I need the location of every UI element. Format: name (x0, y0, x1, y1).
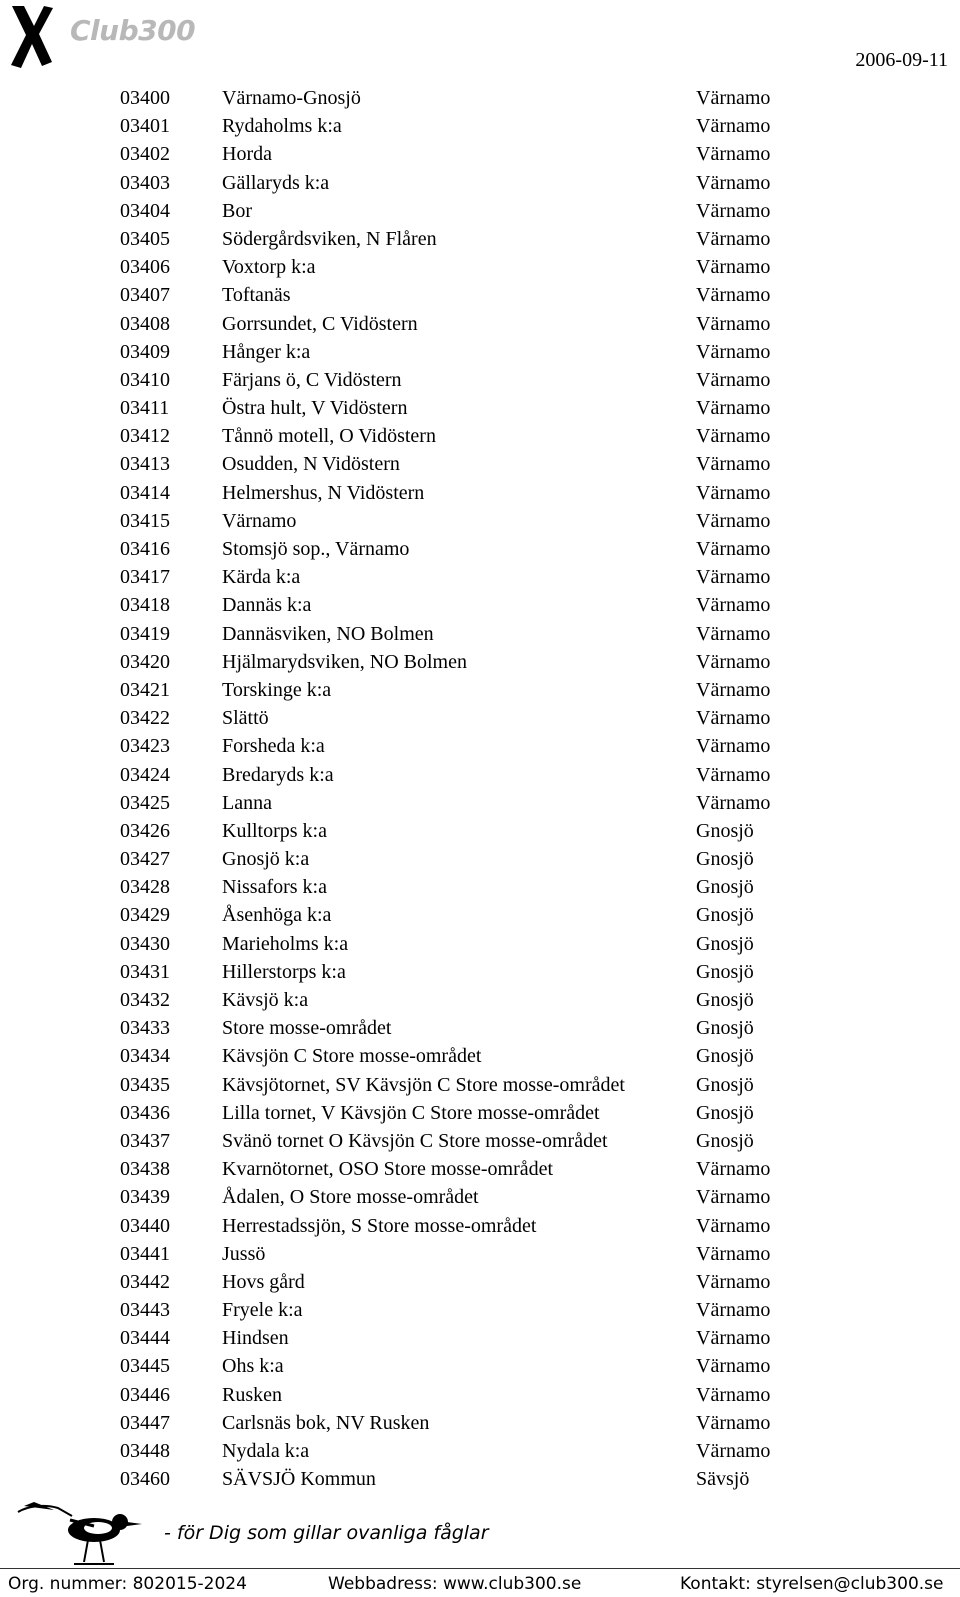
site-code: 03427 (120, 848, 170, 871)
table-row (120, 1183, 846, 1211)
site-code: 03439 (120, 1186, 170, 1209)
site-name: Färjans ö, C Vidöstern (222, 368, 402, 391)
footer-web-address[interactable]: Webbadress: www.club300.se (328, 1574, 582, 1594)
site-code: 03403 (120, 171, 170, 194)
table-row (120, 1352, 846, 1380)
site-code: 03430 (120, 932, 170, 955)
site-municipality: Värnamo (696, 566, 771, 589)
site-code: 03419 (120, 622, 170, 645)
site-code: 03436 (120, 1101, 170, 1124)
site-code: 03429 (120, 904, 170, 927)
site-name: Värnamo-Gnosjö (222, 87, 361, 109)
site-municipality: Värnamo (696, 143, 771, 166)
site-name: Kvarnötornet, OSO Store mosse-området (222, 1158, 554, 1181)
site-municipality: Gnosjö (696, 904, 754, 927)
site-municipality: Värnamo (696, 1355, 771, 1378)
site-code: 03433 (120, 1017, 170, 1040)
table-row (120, 873, 846, 901)
site-code: 03401 (120, 115, 170, 138)
site-code: 03412 (120, 425, 170, 448)
table-row (120, 140, 846, 168)
table-row (120, 1014, 846, 1042)
site-name: Dannäs k:a (222, 594, 312, 617)
site-name: Rusken (222, 1383, 282, 1406)
site-municipality: Gnosjö (696, 989, 754, 1011)
site-name: Ådalen, O Store mosse-området (222, 1186, 479, 1209)
footer (0, 1574, 960, 1596)
site-code: 03444 (120, 1327, 170, 1350)
site-code: 03460 (120, 1468, 170, 1491)
table-row (120, 620, 846, 648)
site-municipality: Värnamo (696, 284, 771, 307)
table-row (120, 1437, 846, 1465)
site-municipality: Gnosjö (696, 876, 754, 899)
site-name: Lilla tornet, V Kävsjön C Store mosse-området (222, 1101, 600, 1124)
site-code: 03415 (120, 509, 170, 532)
site-municipality: Värnamo (696, 1186, 771, 1209)
site-municipality: Värnamo (696, 453, 771, 476)
site-code: 03408 (120, 312, 170, 335)
table-row (120, 535, 846, 563)
site-name: Hjälmarydsviken, NO Bolmen (222, 650, 467, 673)
site-code: 03410 (120, 368, 170, 391)
site-name: Marieholms k:a (222, 932, 349, 955)
site-code: 03431 (120, 960, 170, 983)
site-name: Herrestadssjön, S Store mosse-området (222, 1214, 537, 1237)
site-municipality: Värnamo (696, 622, 771, 645)
site-name: Rydaholms k:a (222, 115, 342, 138)
site-municipality: Värnamo (696, 227, 771, 250)
site-name: Kävsjötornet, SV Kävsjön C Store mosse-området (222, 1073, 625, 1096)
site-code: 03411 (120, 397, 170, 420)
site-municipality: Värnamo (696, 87, 771, 109)
site-name: Toftanäs (222, 284, 291, 307)
site-municipality: Gnosjö (696, 1129, 754, 1152)
site-name: Bor (222, 199, 252, 222)
site-name: Hillerstorps k:a (222, 960, 346, 983)
site-code: 03426 (120, 819, 170, 842)
site-name: Hånger k:a (222, 340, 311, 363)
table-row (120, 704, 846, 732)
site-name: Ohs k:a (222, 1355, 284, 1378)
site-municipality: Värnamo (696, 509, 771, 532)
table-row (120, 761, 846, 789)
site-municipality: Värnamo (696, 1411, 771, 1434)
site-municipality: Värnamo (696, 538, 771, 560)
site-municipality: Värnamo (696, 1440, 771, 1462)
footer-divider (0, 1568, 960, 1569)
site-name: Nydala k:a (222, 1440, 310, 1462)
site-municipality: Gnosjö (696, 819, 754, 842)
table-row (120, 1409, 846, 1437)
bird-illustration (14, 1494, 146, 1566)
site-name: Gnosjö k:a (222, 848, 310, 871)
site-municipality: Gnosjö (696, 1017, 754, 1040)
site-municipality: Värnamo (696, 256, 771, 279)
table-row (120, 394, 846, 422)
table-row (120, 197, 846, 225)
table-row (120, 84, 846, 112)
table-row (120, 169, 846, 197)
x-logo-icon (6, 2, 62, 70)
site-name: Carlsnäs bok, NV Rusken (222, 1411, 430, 1434)
table-row (120, 366, 846, 394)
site-code: 03424 (120, 763, 170, 786)
table-row (120, 1099, 846, 1127)
site-name: Kärda k:a (222, 566, 301, 589)
table-row (120, 817, 846, 845)
logo-text: Club300 (70, 14, 196, 47)
site-municipality: Värnamo (696, 115, 771, 138)
site-code: 03413 (120, 453, 170, 476)
footer-org-number: Org. nummer: 802015-2024 (8, 1574, 247, 1594)
site-name: Kävsjön C Store mosse-området (222, 1045, 482, 1068)
site-municipality: Värnamo (696, 1158, 771, 1181)
site-name: Värnamo (222, 509, 297, 532)
table-row (120, 1240, 846, 1268)
site-municipality: Värnamo (696, 368, 771, 391)
site-name: Dannäsviken, NO Bolmen (222, 622, 434, 645)
site-municipality: Gnosjö (696, 960, 754, 983)
table-row (120, 732, 846, 760)
site-municipality: Värnamo (696, 397, 771, 420)
site-name: Östra hult, V Vidöstern (222, 397, 408, 420)
site-code: 03434 (120, 1045, 170, 1068)
site-name: Store mosse-området (222, 1017, 392, 1040)
table-row (120, 1465, 846, 1493)
site-municipality: Gnosjö (696, 932, 754, 955)
site-municipality: Gnosjö (696, 848, 754, 871)
table-row (120, 310, 846, 338)
tagline: - för Dig som gillar ovanliga fåglar (164, 1522, 489, 1544)
site-name: Helmershus, N Vidöstern (222, 481, 425, 504)
table-row (120, 1381, 846, 1409)
table-row (120, 789, 846, 817)
table-row (120, 1042, 846, 1070)
site-code: 03438 (120, 1158, 170, 1181)
site-code: 03440 (120, 1214, 170, 1237)
site-name: Stomsjö sop., Värnamo (222, 538, 410, 560)
site-municipality: Värnamo (696, 1299, 771, 1322)
table-row (120, 281, 846, 309)
table-row (120, 986, 846, 1014)
site-code: 03416 (120, 538, 170, 560)
document-date: 2006-09-11 (855, 49, 948, 71)
club300-logo (6, 2, 206, 70)
table-row (120, 1324, 846, 1352)
site-municipality: Värnamo (696, 594, 771, 617)
site-name: Åsenhöga k:a (222, 904, 332, 927)
site-code: 03409 (120, 340, 170, 363)
table-row (120, 1212, 846, 1240)
site-municipality: Värnamo (696, 425, 771, 448)
site-municipality: Värnamo (696, 1327, 771, 1350)
site-municipality: Värnamo (696, 1214, 771, 1237)
site-municipality: Värnamo (696, 171, 771, 194)
table-row (120, 563, 846, 591)
site-code: 03414 (120, 481, 170, 504)
site-code: 03402 (120, 143, 170, 166)
site-municipality: Värnamo (696, 199, 771, 222)
site-municipality: Värnamo (696, 735, 771, 758)
table-row (120, 253, 846, 281)
site-name: Kulltorps k:a (222, 819, 327, 842)
site-municipality: Gnosjö (696, 1101, 754, 1124)
table-row (120, 676, 846, 704)
table-row (120, 930, 846, 958)
table-row (120, 845, 846, 873)
site-municipality: Värnamo (696, 650, 771, 673)
table-row (120, 422, 846, 450)
site-name: SÄVSJÖ Kommun (222, 1468, 376, 1491)
site-name: Hovs gård (222, 1270, 305, 1293)
table-row (120, 1268, 846, 1296)
table-row (120, 1155, 846, 1183)
site-municipality: Värnamo (696, 340, 771, 363)
table-row (120, 507, 846, 535)
table-row (120, 958, 846, 986)
site-code: 03404 (120, 199, 170, 222)
site-code: 03421 (120, 678, 170, 701)
site-municipality: Värnamo (696, 707, 771, 730)
site-code: 03417 (120, 566, 170, 589)
table-row (120, 225, 846, 253)
site-municipality: Värnamo (696, 1383, 771, 1406)
site-code: 03437 (120, 1129, 170, 1152)
site-municipality: Värnamo (696, 312, 771, 335)
site-code: 03418 (120, 594, 170, 617)
site-municipality: Värnamo (696, 1270, 771, 1293)
site-municipality: Värnamo (696, 791, 771, 814)
site-code: 03406 (120, 256, 170, 279)
site-name: Osudden, N Vidöstern (222, 453, 400, 476)
site-municipality: Värnamo (696, 481, 771, 504)
site-name: Kävsjö k:a (222, 989, 309, 1011)
site-name: Torskinge k:a (222, 678, 332, 701)
site-code: 03441 (120, 1242, 170, 1265)
site-name: Södergårdsviken, N Flåren (222, 227, 437, 250)
site-code: 03423 (120, 735, 170, 758)
footer-contact-email[interactable]: Kontakt: styrelsen@club300.se (680, 1574, 944, 1594)
site-name: Lanna (222, 791, 272, 814)
site-name: Jussö (222, 1242, 266, 1265)
table-row (120, 112, 846, 140)
site-code: 03428 (120, 876, 170, 899)
site-name: Tånnö motell, O Vidöstern (222, 425, 436, 448)
site-code: 03448 (120, 1440, 170, 1462)
site-name: Gorrsundet, C Vidöstern (222, 312, 418, 335)
site-name: Slättö (222, 707, 269, 730)
site-code: 03446 (120, 1383, 170, 1406)
table-row (120, 648, 846, 676)
table-row (120, 1127, 846, 1155)
table-row (120, 591, 846, 619)
table-row (120, 338, 846, 366)
site-code: 03425 (120, 791, 170, 814)
site-name: Gällaryds k:a (222, 171, 330, 194)
table-row (120, 479, 846, 507)
site-name: Forsheda k:a (222, 735, 325, 758)
site-name: Svänö tornet O Kävsjön C Store mosse-området (222, 1129, 608, 1152)
table-row (120, 1071, 846, 1099)
site-code: 03400 (120, 87, 170, 109)
site-name: Horda (222, 143, 272, 166)
site-code: 03422 (120, 707, 170, 730)
table-row (120, 901, 846, 929)
site-code: 03405 (120, 227, 170, 250)
site-code: 03420 (120, 650, 170, 673)
site-code: 03443 (120, 1299, 170, 1322)
site-municipality: Värnamo (696, 678, 771, 701)
site-name: Fryele k:a (222, 1299, 303, 1322)
site-code: 03435 (120, 1073, 170, 1096)
site-code: 03432 (120, 989, 170, 1011)
site-code: 03407 (120, 284, 170, 307)
table-row (120, 1296, 846, 1324)
site-code: 03447 (120, 1411, 170, 1434)
site-municipality: Sävsjö (696, 1468, 750, 1491)
site-name: Hindsen (222, 1327, 289, 1350)
site-municipality: Värnamo (696, 763, 771, 786)
table-row (120, 450, 846, 478)
site-name: Voxtorp k:a (222, 256, 316, 279)
site-municipality: Gnosjö (696, 1073, 754, 1096)
site-name: Nissafors k:a (222, 876, 327, 899)
site-code: 03445 (120, 1355, 170, 1378)
site-list-table (120, 84, 846, 1493)
site-code: 03442 (120, 1270, 170, 1293)
site-municipality: Gnosjö (696, 1045, 754, 1068)
site-name: Bredaryds k:a (222, 763, 334, 786)
site-municipality: Värnamo (696, 1242, 771, 1265)
